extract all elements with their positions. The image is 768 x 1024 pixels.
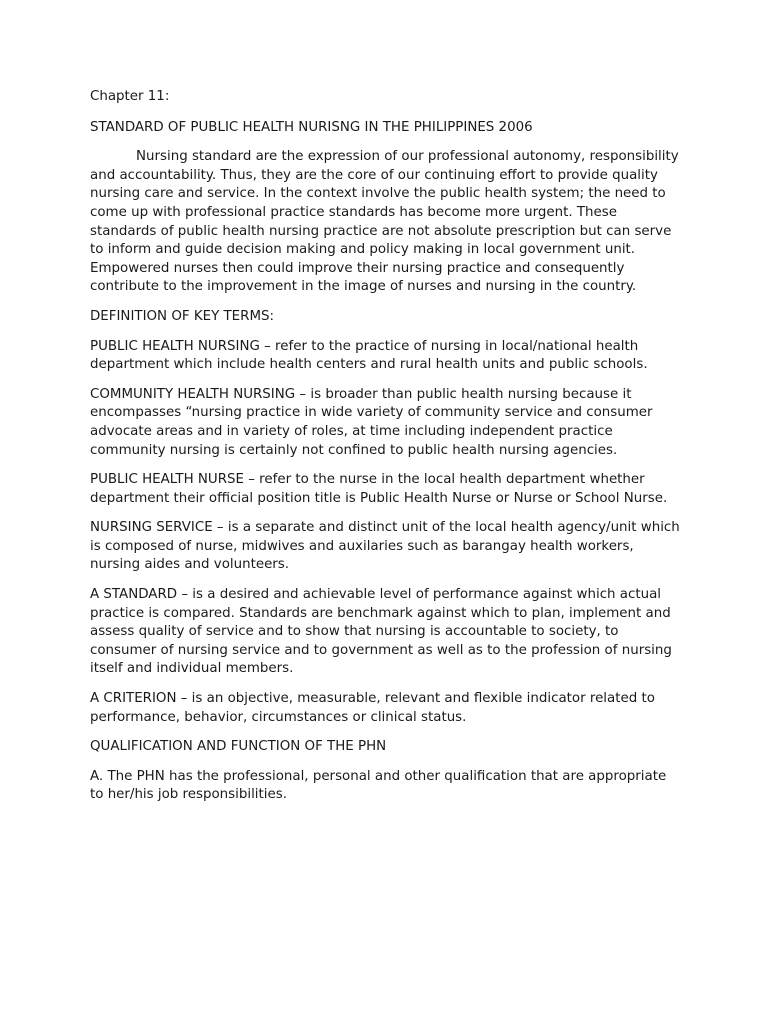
- definition-nursing-service: NURSING SERVICE – is a separate and distinct unit of the local health agency/unit which is composed of nurse, midwives and auxilaries such as barangay health workers, nursing aides and volunteers.: [90, 520, 680, 573]
- definition-community-health-nursing: COMMUNITY HEALTH NURSING – is broader than public health nursing because it encompasses “nursing practice in wide variety of community service and consumer advocate areas and in variety of roles, at time including independent practice community nursing is certainly not confined to public health nursing agencies.: [90, 386, 653, 458]
- chapter-label: Chapter 11:: [90, 89, 170, 104]
- document-title: STANDARD OF PUBLIC HEALTH NURISNG IN THE PHILIPPINES 2006: [90, 119, 533, 135]
- document-page: [90, 88, 680, 816]
- definitions-heading: DEFINITION OF KEY TERMS:: [90, 308, 275, 324]
- definition-public-health-nursing: PUBLIC HEALTH NURSING – refer to the practice of nursing in local/national health department which include health centers and rural health units and public schools.: [90, 338, 648, 373]
- definition-standard: A STANDARD – is a desired and achievable level of performance against which actual practice is compared. Standards are benchmark against which to plan, implement and assess quality of service and to show that nursing is accountable to society, to consumer of nursing service and to government as well as to the profession of nursing itself and individual members.: [90, 587, 672, 677]
- definition-criterion: A CRITERION – is an objective, measurable, relevant and flexible indicator related to performance, behavior, circumstances or clinical status.: [90, 691, 655, 725]
- qualification-item-a: A. The PHN has the professional, personal and other qualification that are appropriate to her/his job responsibilities.: [90, 768, 667, 803]
- qualification-heading: QUALIFICATION AND FUNCTION OF THE PHN: [90, 739, 387, 755]
- definition-public-health-nurse: PUBLIC HEALTH NURSE – refer to the nurse in the local health department whether department their official position title is Public Health Nurse or Nurse or School Nurse.: [90, 472, 668, 506]
- intro-paragraph: Nursing standard are the expression of our professional autonomy, responsibility and accountability. Thus, they are the core of our continuing effort to provide quality nursing care and service. In the context involve the public health system; the need to come up with professional practice standards has become more urgent. These standards of public health nursing practice are not absolute prescription but can serve to inform and guide decision making and policy making in local government unit. Empowered nurses then could improve their nursing practice and consequently contribute to the improvement in the image of nurses and nursing in the country.: [90, 149, 679, 295]
